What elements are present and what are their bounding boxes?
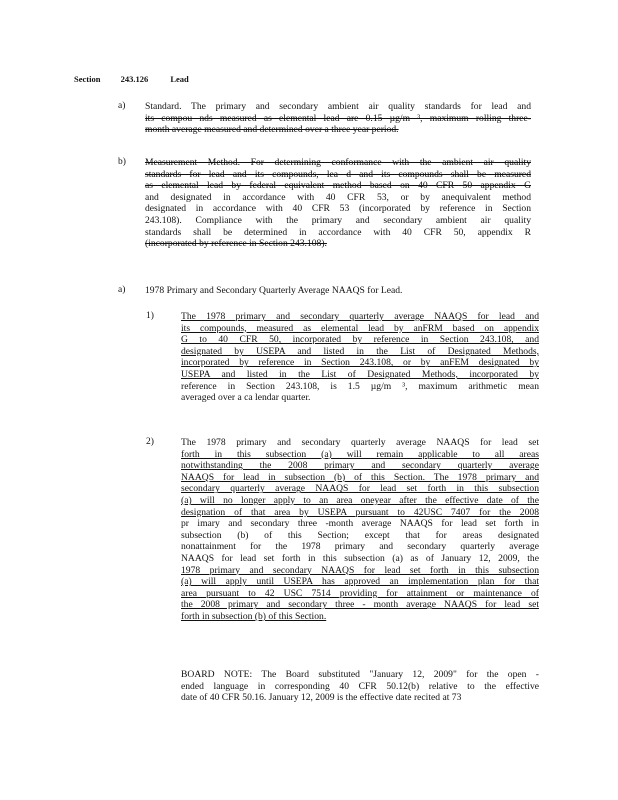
text-line: standards for lead and its compounds, lea d and its compounds shall be measured	[145, 168, 531, 180]
item-2-paragraph	[181, 437, 539, 623]
text-line: 1978 primary and secondary NAAQS for lead set forth in this subsection	[181, 564, 539, 576]
text-line: designated in accordance with 40 CFR 53 (incorporated by reference in Section	[145, 203, 531, 215]
standard-paragraph	[145, 101, 531, 136]
item-marker: 1)	[146, 311, 154, 321]
section-title: Lead	[170, 74, 189, 84]
section-label: Section	[74, 74, 101, 84]
text-line: date of 40 CFR 50.16. January 12, 2009 is the effective date recited at 73	[181, 692, 462, 704]
text-line: its compou nds measured as elemental lead are 0.15 µg/m ³, maximum rolling three-	[145, 112, 531, 124]
text-line: Measurement Method. For determining conformance with the ambient air quality	[145, 157, 531, 168]
board-note	[181, 669, 539, 704]
text-line: designation of that area by USEPA pursuant to 42USC 7407 for the 2008	[181, 506, 539, 518]
text-line: reference in Section 243.108, is 1.5 µg/m ³, maximum arithmetic mean	[181, 380, 539, 392]
text-line: ended language in corresponding 40 CFR 50.12(b) relative to the effective	[181, 680, 539, 692]
text-line: (a) will apply until USEPA has approved an implementation plan for that	[181, 576, 539, 588]
text-line: BOARD NOTE: The Board substituted "January 12, 2009" for the open -	[181, 669, 539, 680]
paragraph-marker: b)	[118, 157, 126, 167]
text-line: USEPA and listed in the List of Designated Methods, incorporated by	[181, 368, 539, 380]
text-line: incorporated by reference in Section 243.108, or by anFEM designated by	[181, 357, 539, 369]
text-line: subsection (b) of this Section; except that for areas designated	[181, 529, 539, 541]
text-line: (a) will no longer apply to an area oneyear after the effective date of the	[181, 494, 539, 506]
text-line: averaged over a ca lendar quarter.	[181, 392, 311, 404]
text-line: month average measured and determined over a three year period.	[145, 124, 399, 136]
text-line: pr imary and secondary three -month average NAAQS for lead set forth in	[181, 518, 539, 530]
text-line: forth in this subsection (a) will remain applicable to all areas	[181, 448, 539, 460]
text-line: 243.108). Compliance with the primary and secondary ambient air quality	[145, 214, 531, 226]
item-marker: 2)	[146, 437, 154, 447]
text-line: NAAQS for lead in subsection (b) of this Section. The 1978 primary and	[181, 471, 539, 483]
measurement-method-paragraph	[145, 157, 531, 250]
paragraph-marker: a)	[118, 285, 126, 295]
text-line: forth in subsection (b) of this Section.	[181, 610, 327, 622]
text-line: notwithstanding the 2008 primary and secondary quarterly average	[181, 460, 539, 472]
paragraph-marker: a)	[118, 101, 126, 111]
section-number: 243.126	[120, 74, 149, 84]
text-line: nonattainment for the 1978 primary and secondary quarterly average	[181, 541, 539, 553]
text-line: secondary quarterly average NAAQS for lead set forth in this subsection	[181, 483, 539, 495]
text-line: as elemental lead by federal equivalent method based on 40 CFR 50 appendix G	[145, 180, 531, 192]
text-line: (incorporated by reference in Section 243.108).	[145, 238, 327, 250]
text-line: Standard. The primary and secondary ambient air quality standards for lead and	[145, 101, 531, 112]
text-line: G to 40 CFR 50, incorporated by reference in Section 243.108, and	[181, 334, 539, 346]
text-line: area pursuant to 42 USC 7514 providing for attainment or maintenance of	[181, 587, 539, 599]
text-line: designated by USEPA and listed in the List of Designated Methods,	[181, 345, 539, 357]
text-line: The 1978 primary and secondary quarterly average NAAQS for lead and	[181, 311, 539, 322]
section-header	[74, 74, 189, 84]
text-line: standards shall be determined in accordance with 40 CFR 50, appendix R	[145, 226, 531, 238]
naaqs-1978-heading	[145, 285, 402, 297]
text-line: NAAQS for lead set forth in this subsection (a) as of January 12, 2009, the	[181, 552, 539, 564]
text-line: the 2008 primary and secondary three - month average NAAQS for lead set	[181, 599, 539, 611]
text-line: The 1978 primary and secondary quarterly average NAAQS for lead set	[181, 437, 539, 448]
heading-text: 1978 Primary and Secondary Quarterly Average NAAQS for Lead.	[145, 285, 403, 296]
item-1-paragraph	[181, 311, 539, 404]
text-line: and designated in accordance with 40 CFR 53, or by anequivalent method	[145, 191, 531, 203]
text-line: its compounds, measured as elemental lead by anFRM based on appendix	[181, 322, 539, 334]
